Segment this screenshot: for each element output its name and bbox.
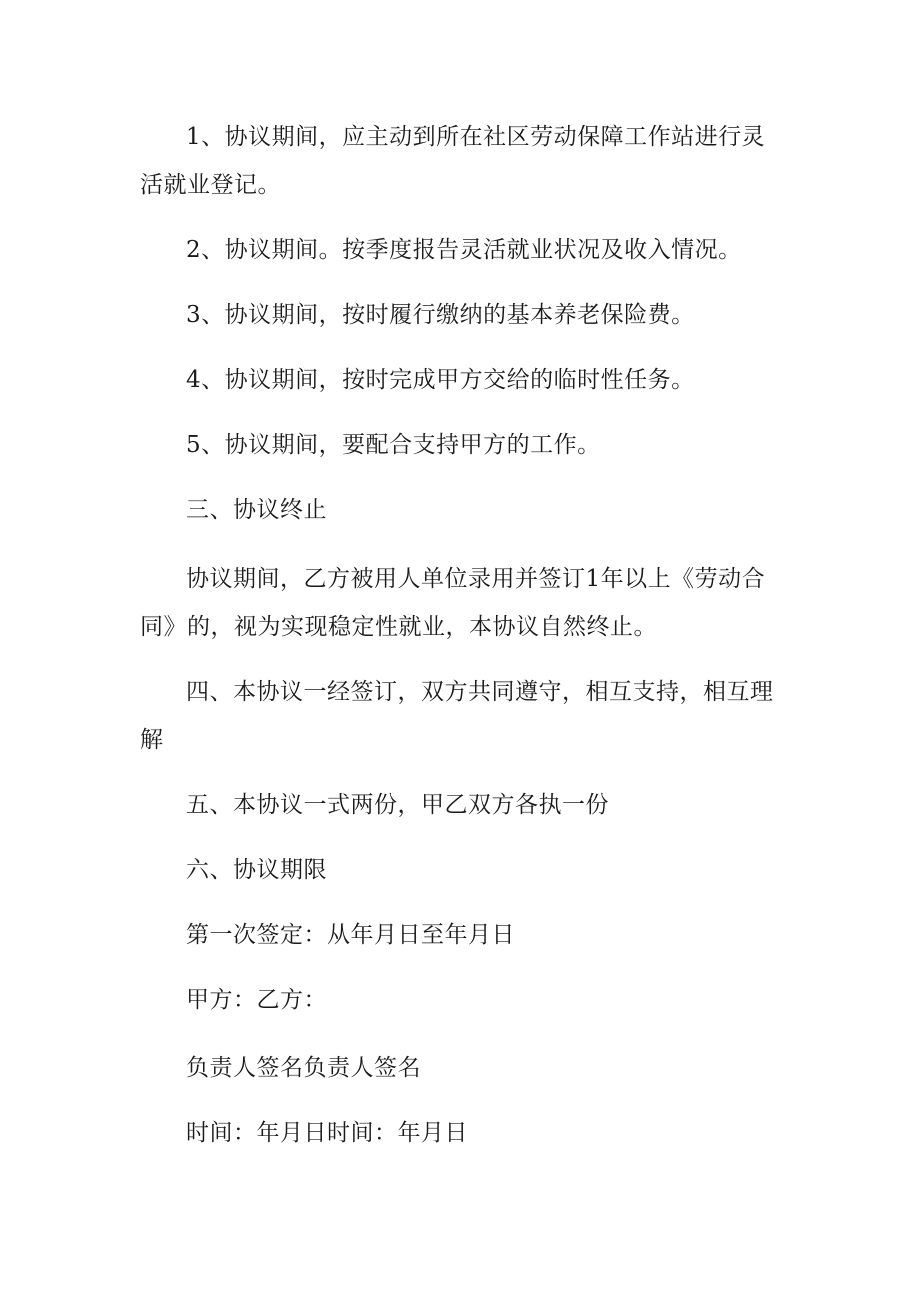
signature-line: 负责人签名负责人签名 [186, 1055, 421, 1081]
section-4-clause: 四、本协议一经签订，双方共同遵守，相互支持，相互理解 [140, 679, 774, 753]
termination-clause: 协议期间，乙方被用人单位录用并签订1年以上《劳动合同》的，视为实现稳定性就业，本协议自然终止。 [140, 566, 766, 640]
term-line: 第一次签定：从年月日至年月日 [186, 922, 515, 948]
section-5-clause: 五、本协议一式两份，甲乙双方各执一份 [186, 792, 609, 818]
section-3-heading: 三、协议终止 [186, 497, 327, 523]
parties-line: 甲方：乙方： [186, 987, 327, 1013]
clause-1: 1、协议期间，应主动到所在社区劳动保障工作站进行灵活就业登记。 [140, 124, 766, 198]
clause-5: 5、协议期间，要配合支持甲方的工作。 [186, 432, 601, 458]
clause-2: 2、协议期间。按季度报告灵活就业状况及收入情况。 [186, 237, 742, 263]
clause-4: 4、协议期间，按时完成甲方交给的临时性任务。 [186, 367, 695, 393]
section-6-heading: 六、协议期限 [186, 857, 327, 883]
date-line: 时间：年月日时间：年月日 [186, 1120, 468, 1146]
clause-3: 3、协议期间，按时履行缴纳的基本养老保险费。 [186, 302, 695, 328]
